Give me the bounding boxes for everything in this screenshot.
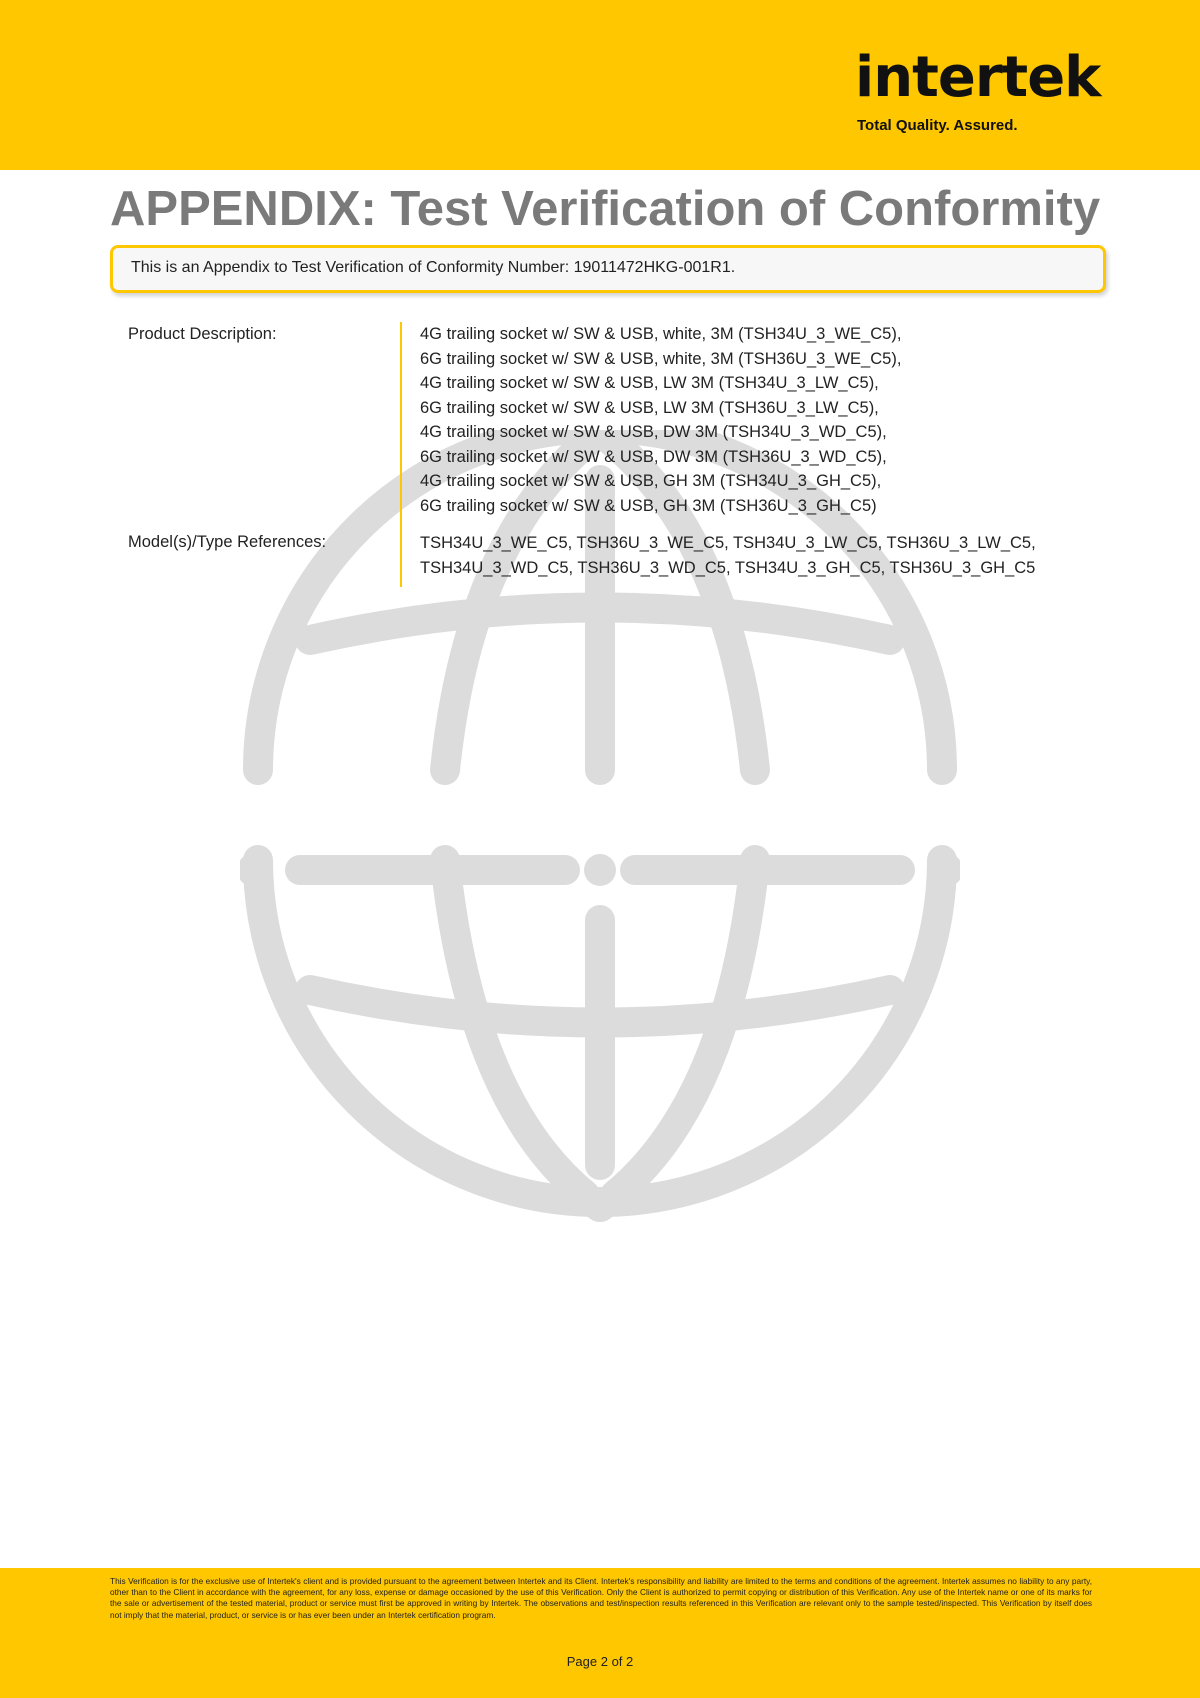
product-line: 4G trailing socket w/ SW & USB, DW 3M (TSH34U_3_WD_C5), (420, 423, 887, 441)
page-title: APPENDIX: Test Verification of Conformity (110, 182, 1101, 236)
model-references-label: Model(s)/Type References: (128, 533, 327, 551)
product-line: 4G trailing socket w/ SW & USB, GH 3M (TSH34U_3_GH_C5), (420, 472, 882, 490)
field-divider (400, 322, 402, 587)
product-line: 6G trailing socket w/ SW & USB, GH 3M (TSH36U_3_GH_C5) (420, 496, 877, 515)
product-description-label: Product Description: (128, 325, 277, 343)
product-line: 6G trailing socket w/ SW & USB, DW 3M (TSH36U_3_WD_C5), (420, 447, 887, 466)
page-number: Page 2 of 2 (566, 1654, 634, 1669)
product-line: 6G trailing socket w/ SW & USB, white, 3M (TSH36U_3_WE_C5), (420, 349, 902, 368)
footer-disclaimer: This Verification is for the exclusive use of Intertek's client and is provided pursuant to the agreement between Intertek and its Client. Intertek's responsibility and liability are limited to the terms and conditions of the agreement. Intertek assumes no liability to any party, other than to the Client in accordance with the agreement, for any loss, expense or damage occasioned by the use of this Verification. Only the Client is authorized to permit copying or distribution of this Verification. Any use of the Intertek name or one of its marks for the sale or advertisement of the tested material, product or service must first be approved in writing by Intertek. The observations and test/inspection results referenced in this Verification are relevant only to the sample tested/inspected. This Verification by itself does not imply that the material, product, or service is or has ever been under an Intertek certification program. (110, 1576, 1092, 1620)
product-description-value (420, 322, 901, 518)
header-band (0, 0, 1200, 170)
reference-box (110, 245, 1106, 293)
product-line: 6G trailing socket w/ SW & USB, LW 3M (TSH36U_3_LW_C5), (420, 398, 879, 417)
reference-text: This is an Appendix to Test Verification of Conformity Number: 19011472HKG-001R1. (131, 259, 736, 276)
model-references-value (420, 531, 1036, 580)
model-line: TSH34U_3_WD_C5, TSH36U_3_WD_C5, TSH34U_3_GH_C5, TSH36U_3_GH_C5 (420, 558, 1036, 577)
product-line: 4G trailing socket w/ SW & USB, LW 3M (TSH34U_3_LW_C5), (420, 374, 879, 392)
logo-tagline: Total Quality. Assured. (857, 117, 1018, 134)
footer-band (0, 1568, 1200, 1698)
model-line: TSH34U_3_WE_C5, TSH36U_3_WE_C5, TSH34U_3_LW_C5, TSH36U_3_LW_C5, (420, 534, 1036, 552)
product-line: 4G trailing socket w/ SW & USB, white, 3M (TSH34U_3_WE_C5), (420, 325, 902, 343)
intertek-logo: intertek (855, 45, 1101, 110)
